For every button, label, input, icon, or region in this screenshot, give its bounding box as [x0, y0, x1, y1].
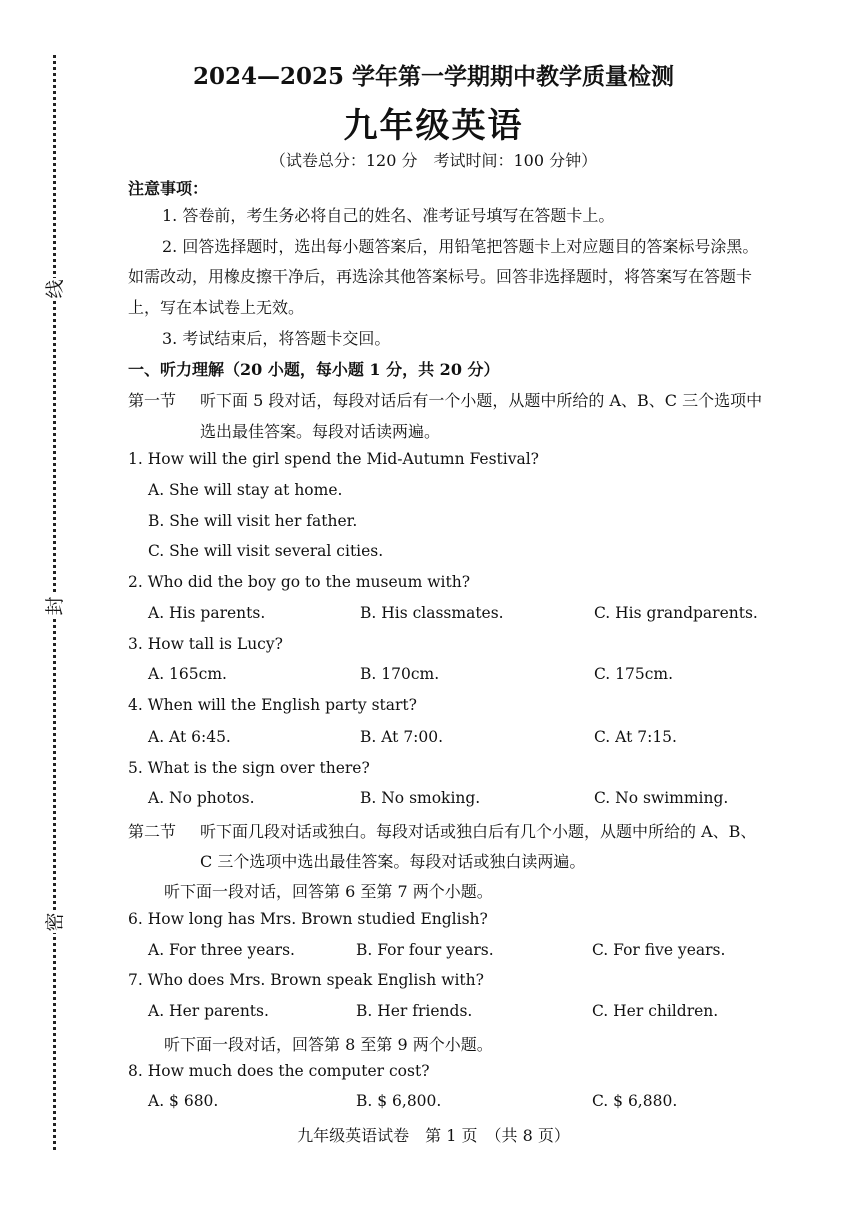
exam-info: （试卷总分：120 分 考试时间：100 分钟）	[269, 151, 598, 170]
q3-option-c: C. 175cm.	[594, 665, 674, 683]
notice-item-2: 2. 回答选择题时，选出每小题答案后，用铅笔把答题卡上对应题目的答案标号涂黑。	[162, 237, 759, 256]
exam-title: 2024—2025 学年第一学期期中教学质量检测	[192, 63, 675, 90]
part1-label: 第一节	[128, 391, 177, 410]
q4-option-b: B. At 7:00.	[360, 728, 444, 746]
part2-instruction-line1: 听下面几段对话或独白。每段对话或独白后有几个小题，从题中所给的 A、B、	[200, 822, 757, 841]
section-heading-listening: 一、听力理解（20 小题，每小题 1 分，共 20 分）	[128, 360, 500, 379]
subject-title: 九年级英语	[343, 106, 524, 146]
q6-option-a: A. For three years.	[148, 941, 295, 959]
q5-option-c: C. No swimming.	[594, 789, 729, 807]
q7-option-a: A. Her parents.	[148, 1002, 269, 1020]
notice-item-1: 1. 答卷前，考生务必将自己的姓名、准考证号填写在答题卡上。	[162, 206, 615, 225]
page-footer: 九年级英语试卷 第 1 页 （共 8 页）	[297, 1126, 570, 1145]
notice-item-2-end: 上，写在本试卷上无效。	[128, 298, 305, 317]
listening-note-6-7: 听下面一段对话，回答第 6 至第 7 两个小题。	[164, 882, 493, 901]
q2-option-c: C. His grandparents.	[594, 604, 758, 622]
q8-option-c: C. $ 6,880.	[592, 1092, 678, 1110]
part2-label: 第二节	[128, 822, 177, 841]
question-1: 1. How will the girl spend the Mid-Autumn Festival?	[128, 450, 539, 468]
q5-option-a: A. No photos.	[148, 789, 255, 807]
listening-note-8-9: 听下面一段对话，回答第 8 至第 9 两个小题。	[164, 1035, 493, 1054]
q2-option-b: B. His classmates.	[360, 604, 504, 622]
q3-option-a: A. 165cm.	[148, 665, 227, 683]
q3-option-b: B. 170cm.	[360, 665, 440, 683]
seal-char-mi: 密	[44, 912, 66, 932]
question-5: 5. What is the sign over there?	[128, 759, 370, 777]
notice-item-2-cont: 如需改动，用橡皮擦干净后，再选涂其他答案标号。回答非选择题时，将答案写在答题卡	[128, 267, 753, 286]
q4-option-a: A. At 6:45.	[148, 728, 231, 746]
part2-instruction-line2: C 三个选项中选出最佳答案。每段对话或独白读两遍。	[200, 852, 586, 871]
q2-option-a: A. His parents.	[148, 604, 266, 622]
q6-option-b: B. For four years.	[356, 941, 494, 959]
question-8: 8. How much does the computer cost?	[128, 1062, 430, 1080]
q5-option-b: B. No smoking.	[360, 789, 481, 807]
notice-item-3: 3. 考试结束后，将答题卡交回。	[162, 329, 391, 348]
q7-option-c: C. Her children.	[592, 1002, 719, 1020]
q1-option-a: A. She will stay at home.	[148, 481, 343, 499]
question-2: 2. Who did the boy go to the museum with?	[128, 573, 471, 591]
q1-option-b: B. She will visit her father.	[148, 512, 358, 530]
q8-option-b: B. $ 6,800.	[356, 1092, 442, 1110]
part1-instruction-line2: 选出最佳答案。每段对话读两遍。	[200, 422, 441, 441]
seal-char-xian: 线	[44, 279, 66, 299]
q4-option-c: C. At 7:15.	[594, 728, 677, 746]
q7-option-b: B. Her friends.	[356, 1002, 473, 1020]
question-3: 3. How tall is Lucy?	[128, 635, 283, 653]
part1-instruction-line1: 听下面 5 段对话，每段对话后有一个小题，从题中所给的 A、B、C 三个选项中	[200, 391, 763, 410]
question-7: 7. Who does Mrs. Brown speak English with?	[128, 971, 484, 989]
notice-heading: 注意事项：	[128, 179, 209, 198]
seal-char-feng: 封	[44, 596, 66, 616]
q6-option-c: C. For five years.	[592, 941, 726, 959]
question-6: 6. How long has Mrs. Brown studied English?	[128, 910, 488, 928]
q1-option-c: C. She will visit several cities.	[148, 542, 384, 560]
question-4: 4. When will the English party start?	[128, 696, 417, 714]
q8-option-a: A. $ 680.	[148, 1092, 219, 1110]
